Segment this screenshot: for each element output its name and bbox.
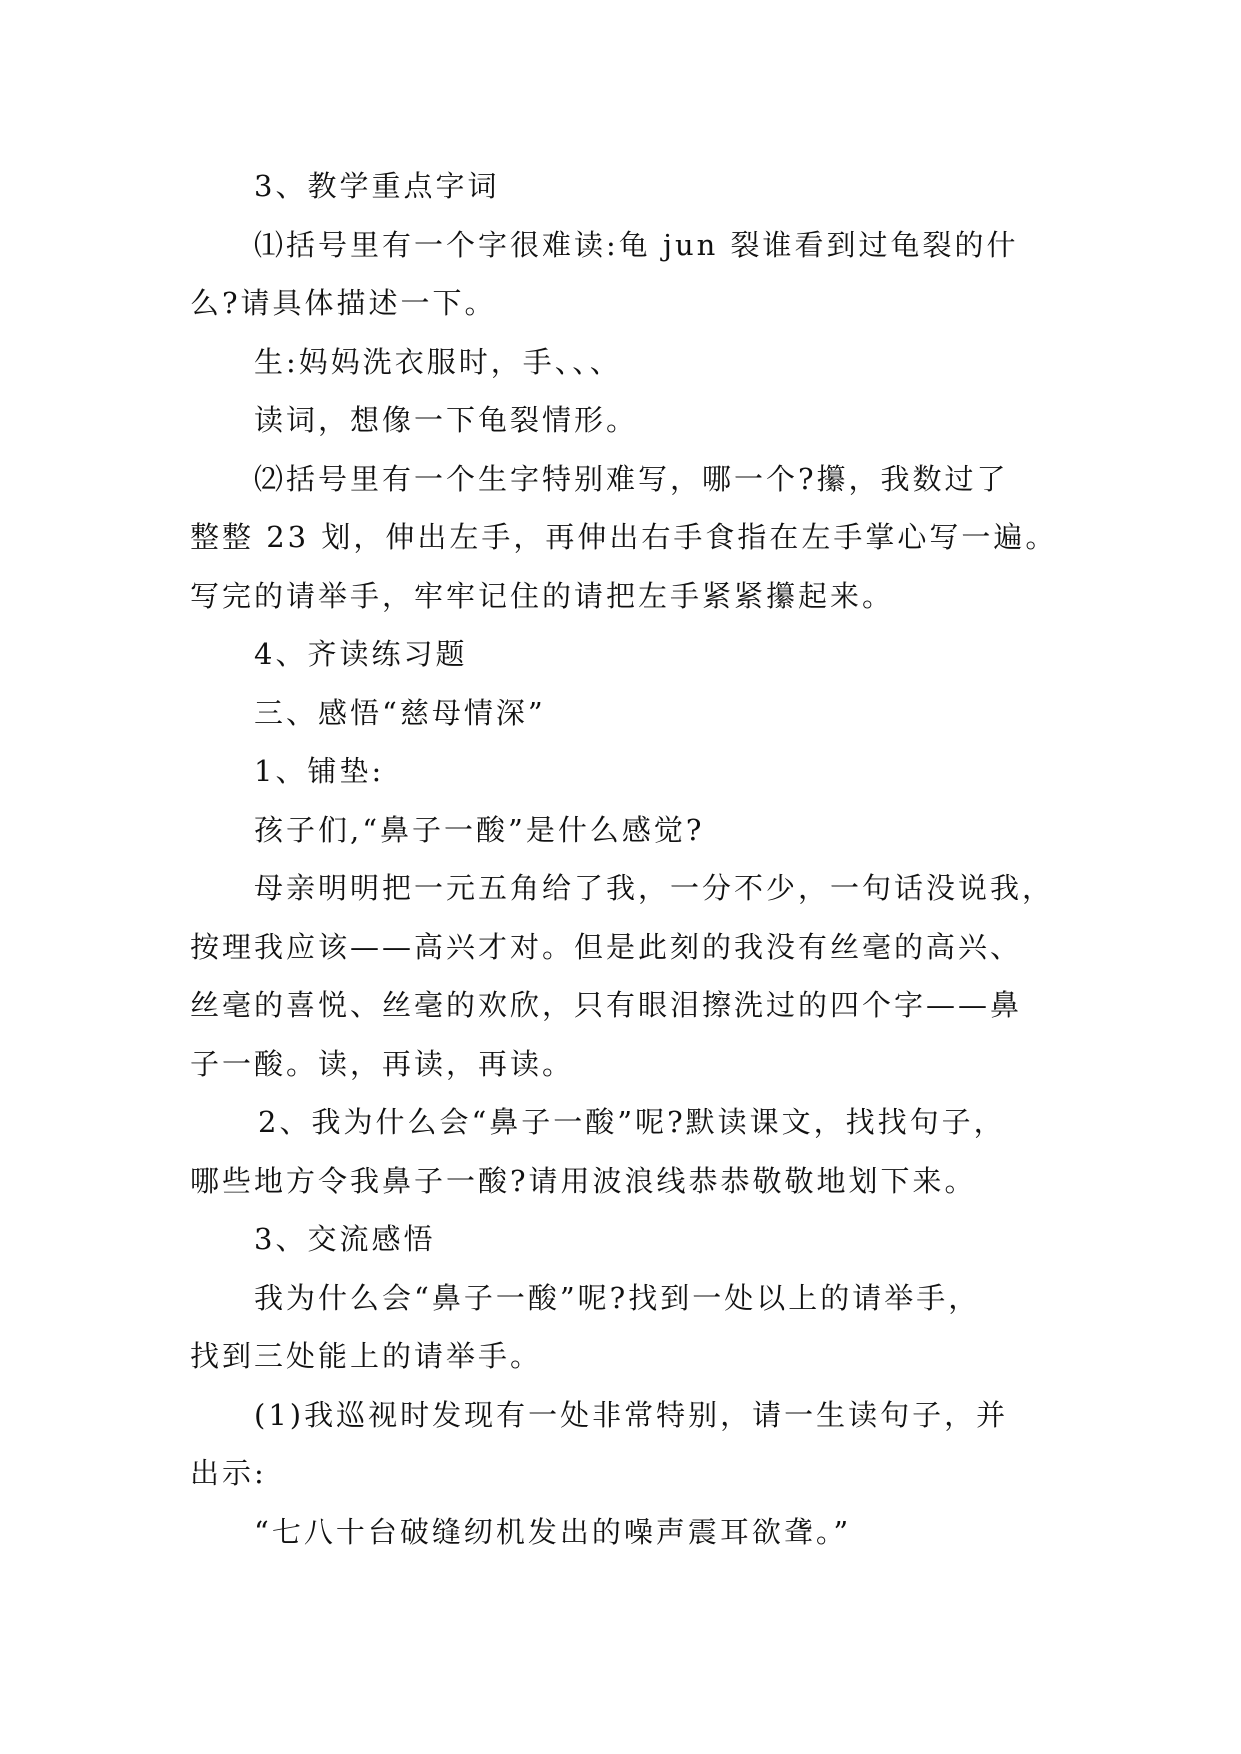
paragraph-line: ⑵括号里有一个生字特别难写，哪一个?攥，我数过了 — [254, 461, 1009, 496]
quoted-sentence: “七八十台破缝纫机发出的噪声震耳欲聋。” — [254, 1514, 852, 1549]
document-body — [190, 157, 1070, 1561]
paragraph-line: ⑴括号里有一个字很难读:龟 jun 裂谁看到过龟裂的什 — [254, 227, 1019, 262]
paragraph-line: 找到三处能上的请举手。 — [190, 1339, 543, 1373]
paragraph-line: (1)我巡视时发现有一处非常特别，请一生读句子，并 — [254, 1397, 1009, 1432]
section-heading: 1、铺垫: — [254, 754, 385, 788]
paragraph-line: 我为什么会“鼻子一酸”呢?找到一处以上的请举手， — [254, 1280, 981, 1315]
paragraph-line: 么?请具体描述一下。 — [190, 286, 497, 320]
paragraph-line: 出示: — [190, 1456, 267, 1490]
paragraph-line: 2、我为什么会“鼻子一酸”呢?默读课文，找找句子， — [258, 1105, 1006, 1139]
paragraph-line: 哪些地方令我鼻子一酸?请用波浪线恭恭敬敬地划下来。 — [190, 1163, 977, 1198]
paragraph-line: 写完的请举手，牢牢记住的请把左手紧紧攥起来。 — [190, 578, 895, 613]
paragraph-line: 按理我应该——高兴才对。但是此刻的我没有丝毫的高兴、 — [190, 929, 1023, 964]
paragraph-line: 生:妈妈洗衣服时，手、、、 — [254, 344, 622, 379]
section-heading: 3、交流感悟 — [254, 1222, 436, 1256]
paragraph-line: 孩子们,“鼻子一酸”是什么感觉? — [254, 812, 705, 847]
paragraph-line: 丝毫的喜悦、丝毫的欢欣，只有眼泪擦洗过的四个字——鼻 — [190, 988, 1023, 1022]
section-heading: 三、感悟“慈母情深” — [254, 695, 546, 730]
paragraph-line: 读词，想像一下龟裂情形。 — [254, 403, 639, 437]
paragraph-line: 子一酸。读，再读，再读。 — [190, 1046, 575, 1081]
paragraph-line: 母亲明明把一元五角给了我，一分不少，一句话没说我， — [254, 871, 1055, 905]
section-heading: 3、教学重点字词 — [254, 169, 500, 203]
paragraph-line: 整整 23 划，伸出左手，再伸出右手食指在左手掌心写一遍。 — [190, 520, 1058, 554]
section-heading: 4、齐读练习题 — [254, 637, 468, 671]
